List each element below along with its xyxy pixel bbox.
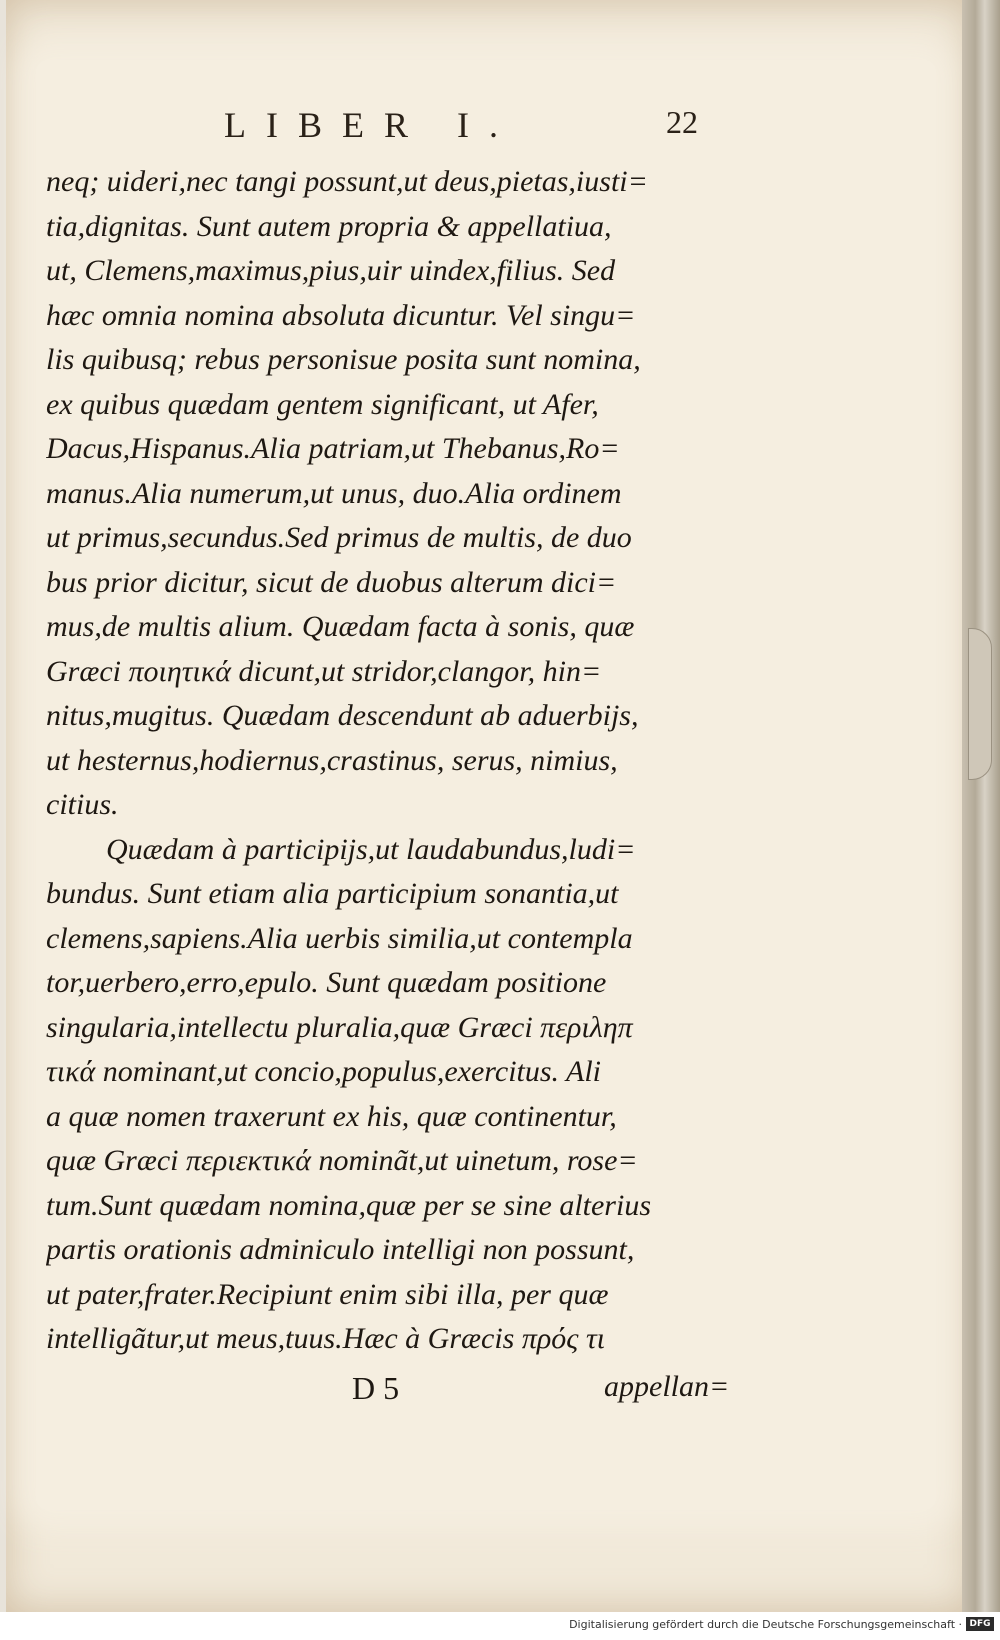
page-number: 22 [666, 104, 698, 140]
text-line: mus,de multis alium. Quædam facta à sonis, quæ [46, 610, 635, 643]
page-tab [968, 628, 992, 780]
text-line: lis quibusq; rebus personisue posita sunt nomina, [46, 343, 641, 376]
text-line: Quædam à participijs,ut laudabundus,ludi= [106, 832, 636, 866]
text-line: partis orationis adminiculo intelligi non possunt, [46, 1233, 635, 1266]
text-line: bundus. Sunt etiam alia participium sonantia,ut [46, 877, 619, 910]
text-line: manus.Alia numerum,ut unus, duo.Alia ordinem [46, 476, 622, 510]
text-line: ex quibus quædam gentem significant, ut Afer, [46, 387, 599, 421]
text-line: quæ Græci περιεκτικά nominãt,ut uinetum, rose= [46, 1144, 638, 1177]
text-line: Dacus,Hispanus.Alia patriam,ut Thebanus,Ro= [46, 432, 620, 465]
text-line: hæc omnia nomina absoluta dicuntur. Vel singu= [46, 298, 636, 332]
text-line: clemens,sapiens.Alia uerbis similia,ut contempla [46, 921, 633, 955]
text-line: a quæ nomen traxerunt ex his, quæ continentur, [46, 1099, 617, 1133]
text-block [46, 160, 736, 1362]
text-line: citius. [46, 788, 119, 821]
credit-bar [0, 1612, 1000, 1640]
signature-mark: D 5 [352, 1370, 400, 1406]
funding-credit: Digitalisierung gefördert durch die Deutsche Forschungsgemeinschaft · [569, 1618, 962, 1631]
text-line: nitus,mugitus. Quædam descendunt ab aduerbijs, [46, 699, 639, 732]
dfg-logo-icon: DFG [966, 1617, 994, 1631]
text-line: neq; uideri,nec tangi possunt,ut deus,pietas,iusti= [46, 165, 648, 198]
text-line: bus prior dicitur, sicut de duobus alterum dici= [46, 565, 617, 599]
text-line: tum.Sunt quædam nomina,quæ per se sine alterius [46, 1188, 651, 1222]
page-edge [962, 0, 1000, 1612]
text-line: intelligãtur,ut meus,tuus.Hæc à Græcis πρός τι [46, 1322, 606, 1355]
text-line: tor,uerbero,erro,epulo. Sunt quædam positione [46, 966, 607, 999]
text-line: ut pater,frater.Recipiunt enim sibi illa, per quæ [46, 1277, 609, 1311]
text-line: τικά nominant,ut concio,populus,exercitus. Ali [46, 1055, 601, 1088]
text-line: ut hesternus,hodiernus,crastinus, serus, nimius, [46, 743, 618, 777]
catchword: appellan= [604, 1370, 730, 1403]
page-footer [6, 1370, 971, 1420]
text-line: tia,dignitas. Sunt autem propria & appellatiua, [46, 209, 612, 243]
page-header [6, 104, 971, 154]
text-line: singularia,intellectu pluralia,quæ Græci περιληπ [46, 1010, 633, 1044]
book-page [6, 0, 971, 1612]
text-line: ut primus,secundus.Sed primus de multis, de duo [46, 521, 632, 554]
text-line: Græci ποιητικά dicunt,ut stridor,clangor, hin= [46, 654, 602, 688]
running-head: LIBER I. [224, 105, 518, 145]
text-line: ut, Clemens,maximus,pius,uir uindex,filius. Sed [46, 254, 616, 287]
